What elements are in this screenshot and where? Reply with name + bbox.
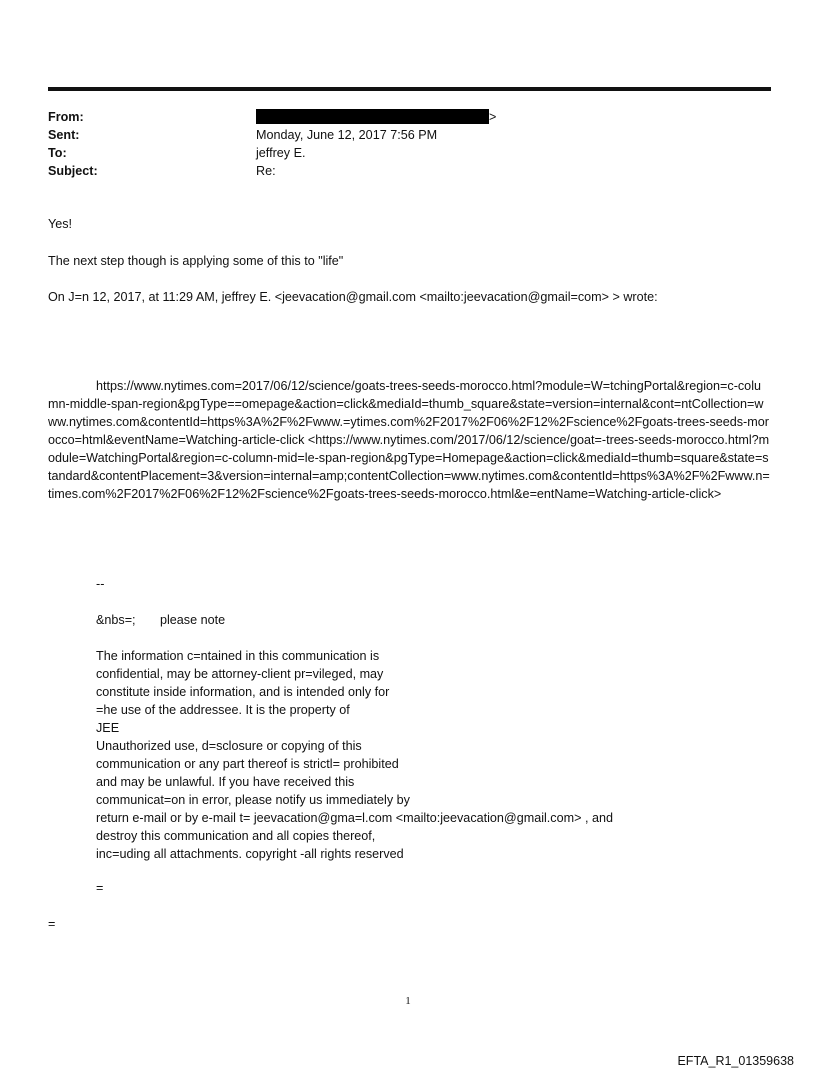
redaction-bar: [256, 109, 489, 124]
sent-label: Sent:: [48, 128, 80, 142]
please-note-line: [96, 611, 225, 629]
equals-sign-indented: =: [96, 881, 104, 895]
subject-row: [48, 162, 771, 180]
disclaimer-line: confidential, may be attorney-client pr=vileged, may: [96, 667, 384, 681]
disclaimer-line: The information c=ntained in this communication is: [96, 649, 380, 663]
disclaimer-line: return e-mail or by e-mail t= jeevacation@gma=l.com <mailto:jeevacation@gmail.com> , and: [96, 811, 613, 825]
page-number: 1: [405, 995, 411, 1007]
sent-value: Monday, June 12, 2017 7:56 PM: [256, 128, 438, 142]
disclaimer-line: constitute inside information, and is intended only for: [96, 685, 390, 699]
disclaimer-line: JEE: [96, 721, 120, 735]
please-note-text: please note: [160, 613, 226, 627]
from-suffix: >: [489, 110, 497, 124]
email-header: [48, 108, 771, 180]
reply-line-1: Yes!: [48, 217, 73, 231]
bates-number: EFTA_R1_01359638: [677, 1054, 794, 1068]
equals-sign: =: [48, 917, 56, 931]
nbs-text: &nbs=;: [96, 613, 136, 627]
signature-dash: --: [96, 577, 105, 591]
disclaimer-line: =he use of the addressee. It is the property of: [96, 703, 350, 717]
reply-line-2: The next step though is applying some of this to "life": [48, 254, 344, 268]
url-block: https://www.nytimes.com=2017/06/12/science/goats-trees-seeds-morocco.html?module=W=tchingPortal&region=c-column-middle-span-region&pgType==omepage&action=click&mediaId=thumb_square&state=version=internal&cont=ntCollection=www.nytimes.com&contentId=https%3A%2F%2Fwww.=ytimes.com%2F2017%2F06%2F12%2Fscience%2Fgoats-trees-seeds-morocco=html&eventName=Watching-article-click <https://www.nytimes.com/2017/06/12/science/goat=-trees-seeds-morocco.html?module=WatchingPortal&region=c-column-mid=le-span-region&pgType=Homepage&action=click&mediaId=thumb=square&state=standard&contentPlacement=3&version=internal=amp;contentCollection=www.nytimes.com&contentId=https%3A%2F%2Fwww.n=times.com%2F2017%2F06%2F12%2Fscience%2Fgoats-trees-seeds-morocco.html&e=entName=Watching-article-click>: [48, 379, 770, 501]
disclaimer: [96, 647, 613, 863]
top-rule: [48, 87, 771, 91]
sent-row: [48, 126, 771, 144]
disclaimer-line: inc=uding all attachments. copyright -all rights reserved: [96, 847, 404, 861]
to-label: To:: [48, 146, 67, 160]
from-value: [256, 108, 771, 126]
to-value: jeffrey E.: [256, 146, 306, 160]
disclaimer-line: destroy this communication and all copies thereof,: [96, 829, 376, 843]
from-label: From:: [48, 110, 84, 124]
subject-label: Subject:: [48, 164, 98, 178]
disclaimer-line: and may be unlawful. If you have received this: [96, 775, 355, 789]
from-row: [48, 108, 771, 126]
disclaimer-line: communicat=on in error, please notify us immediately by: [96, 793, 410, 807]
subject-value: Re:: [256, 164, 276, 178]
to-row: [48, 144, 771, 162]
disclaimer-line: Unauthorized use, d=sclosure or copying of this: [96, 739, 362, 753]
disclaimer-line: communication or any part thereof is strictl= prohibited: [96, 757, 399, 771]
quote-header: On J=n 12, 2017, at 11:29 AM, jeffrey E. <jeevacation@gmail.com <mailto:jeevacation@gmail=com> > wrote:: [48, 290, 658, 304]
